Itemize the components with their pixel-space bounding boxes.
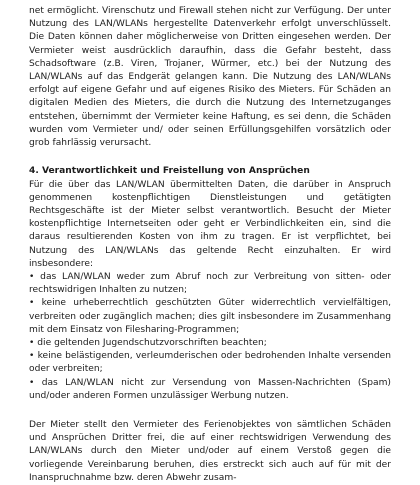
document-page (29, 5, 391, 485)
bullet-icon: • (29, 351, 35, 362)
paragraph-spacer (29, 403, 391, 419)
section-paragraph: Für die über das LAN/WLAN übermittelten Daten, die darüber in Anspruch genommenen kostenpflichtigen Dienstleistungen und getätigten Rechtsgeschäfte ist der Mieter selbst verantwortlich. Besucht der Mieter kostenpflichtige Internetseiten oder geht er Verbindlichkeiten ein, sind die daraus resultierenden Kosten von ihm zu tragen. Er ist verpflichtet, bei Nutzung des LAN/WLANs das geltende Recht einzuhalten. Er wird insbesondere: (29, 179, 391, 269)
final-paragraph: Der Mieter stellt den Vermieter des Ferienobjektes von sämtlichen Schäden und Ansprüchen Dritter frei, die auf einer rechtswidrigen Verwendung des LAN/WLANs durch den Mieter und/oder auf einem Verstoß gegen die vorliegende Vereinbarung beruhen, dies erstreckt sich auch auf für mit der Inanspruchnahme bzw. deren Abwehr zusam- (29, 420, 391, 483)
list-item-text: das LAN/WLAN nicht zur Versendung von Massen-Nachrichten (Spam) und/oder anderen Formen unzulässiger Werbung nutzen. (29, 377, 391, 401)
paragraph-spacer (29, 150, 391, 163)
intro-paragraph: net ermöglicht. Virenschutz und Firewall stehen nicht zur Verfügung. Der unter Nutzung des LAN/WLANs hergestellte Datenverkehr erfolgt unverschlüsselt. Die Daten können daher möglicherweise von Dritten eingesehen werden. Der Vermieter weist ausdrücklich daraufhin, dass die Gefahr besteht, dass Schadsoftware (z.B. Viren, Trojaner, Würmer, etc.) bei der Nutzung des LAN/WLANs auf das Endgerät gelangen kann. Die Nutzung des LAN/WLANs erfolgt auf eigene Gefahr und auf eigenes Risiko des Mieters. Für Schäden an digitalen Medien des Mieters, die durch die Nutzung des Internetzuganges entstehen, übernimmt der Vermieter keine Haftung, es sei denn, die Schäden wurden vom Vermieter und/ oder seinen Erfüllungsgehilfen vorsätzlich oder grob fahrlässig verursacht. (29, 6, 391, 149)
section-heading: 4. Verantwortlichkeit und Freistellung von Ansprüchen (29, 166, 310, 177)
list-item-text: die geltenden Jugendschutzvorschriften beachten; (37, 338, 267, 349)
bullet-icon: • (29, 298, 35, 309)
list-item-text: keine urheberrechtlich geschützten Güter widerrechtlich vervielfältigen, verbreiten oder zugänglich machen; dies gilt insbesondere im Zusammenhang mit dem Einsatz von Filesharing-Programmen; (29, 298, 391, 335)
list-item-text: keine belästigenden, verleumderischen oder bedrohenden Inhalte versenden oder verbreiten; (29, 351, 391, 375)
bullet-icon: • (29, 272, 35, 283)
list-item (29, 350, 391, 376)
bullet-icon: • (29, 377, 35, 388)
list-item (29, 271, 391, 297)
obligations-list (29, 271, 391, 403)
list-item (29, 337, 391, 350)
list-item (29, 377, 391, 403)
list-item (29, 297, 391, 337)
list-item-text: das LAN/WLAN weder zum Abruf noch zur Verbreitung von sitten- oder rechtswidrigen Inhalten zu nutzen; (29, 272, 391, 296)
bullet-icon: • (29, 338, 35, 349)
